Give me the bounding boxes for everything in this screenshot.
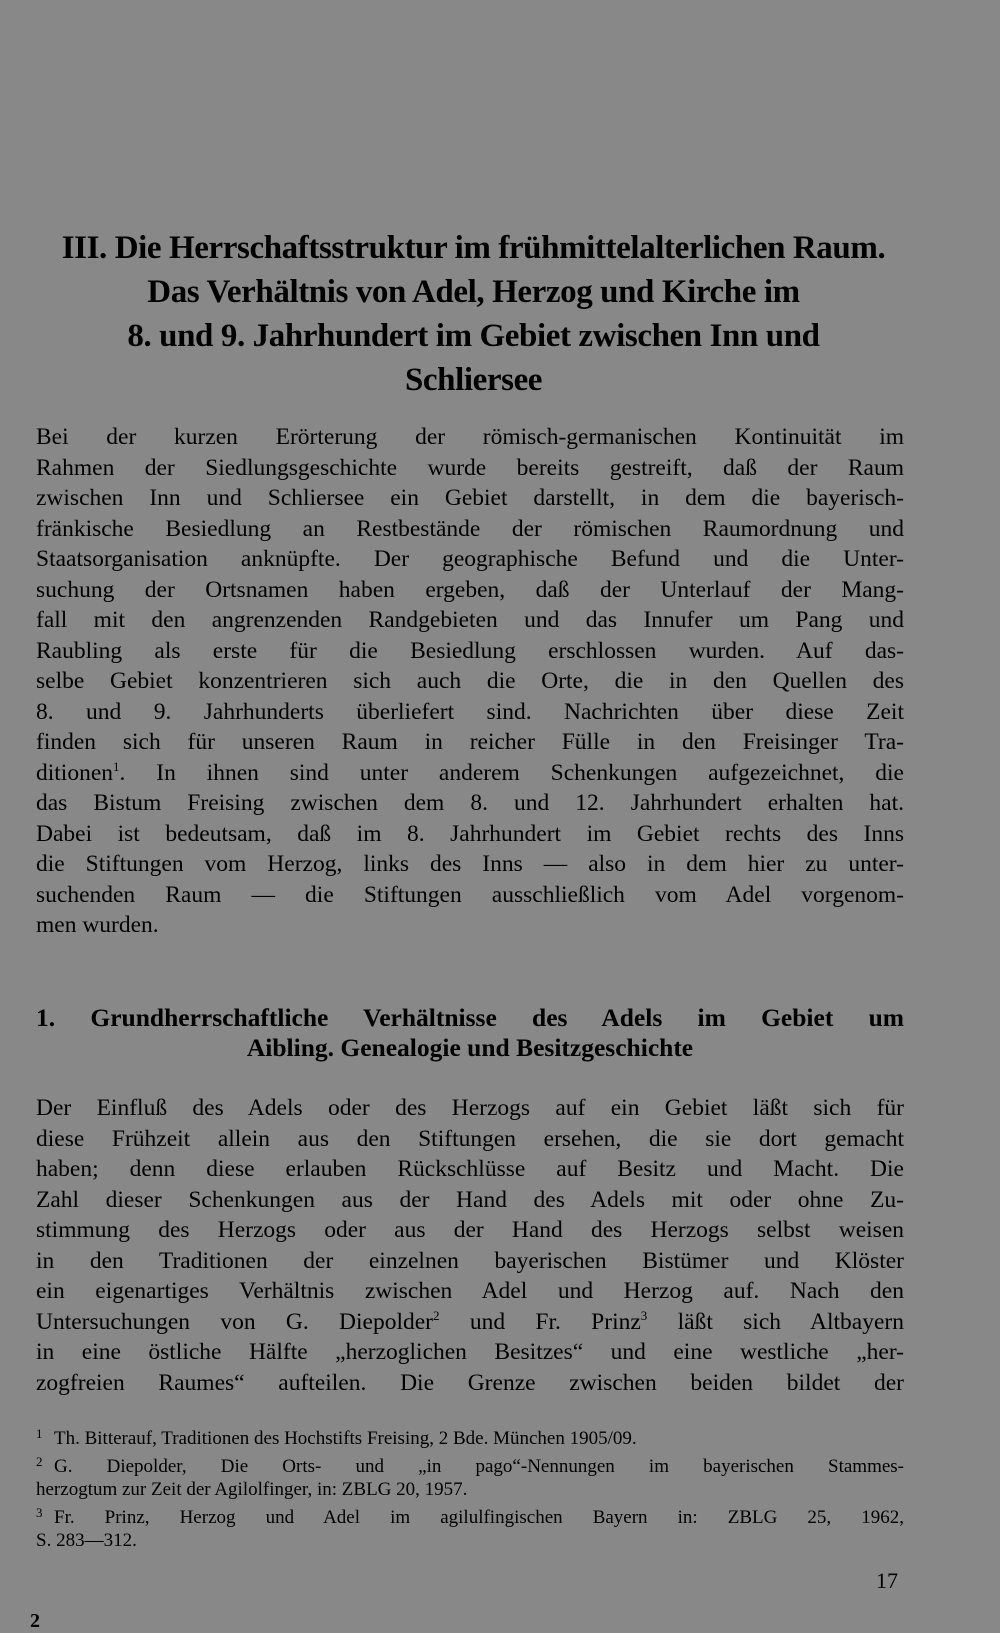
text-fragment: . In ihnen sind unter anderem Schenkungen aufgezeichnet, die bbox=[119, 759, 904, 786]
text-line: in eine östliche Hälfte „herzoglichen Besitzes“ und eine westliche „her- bbox=[36, 1339, 904, 1365]
text-line: zogfreien Raumes“ aufteilen. Die Grenze zwischen beiden bildet der bbox=[36, 1369, 904, 1396]
footnotes bbox=[36, 1422, 904, 1552]
footnote-3-continued: S. 283—312. bbox=[36, 1530, 137, 1551]
signature-mark: 2 bbox=[30, 1610, 40, 1632]
footnote-number: 1 bbox=[36, 1426, 43, 1441]
chapter-title-line: 8. und 9. Jahrhundert im Gebiet zwischen Inn und bbox=[127, 318, 820, 354]
footnote-2-continued: herzogtum zur Zeit der Agilolfinger, in: ZBLG 20, 1957. bbox=[36, 1479, 468, 1500]
text-line: fränkische Besiedlung an Restbestände der römischen Raumordnung und bbox=[36, 515, 904, 542]
body-paragraph-1 bbox=[36, 422, 904, 941]
text-fragment: ditionen bbox=[36, 759, 114, 786]
section-heading-line: Aibling. Genealogie und Besitzgeschichte bbox=[246, 1033, 694, 1062]
text-line: das Bistum Freising zwischen dem 8. und 12. Jahrhundert erhalten hat. bbox=[36, 790, 904, 816]
text-line bbox=[36, 758, 904, 789]
footnote-ref: 1 bbox=[113, 758, 120, 774]
chapter-title bbox=[36, 226, 911, 402]
section-heading-line: 1. Grundherrschaftliche Verhältnisse des Adels im Gebiet um bbox=[36, 1003, 904, 1032]
body-paragraph-2 bbox=[36, 1093, 904, 1398]
text-line: in den Traditionen der einzelnen bayerischen Bistümer und Klöster bbox=[36, 1247, 904, 1274]
page-number: 17 bbox=[876, 1568, 898, 1593]
section-heading bbox=[36, 1003, 904, 1063]
text-line: fall mit den angrenzenden Randgebieten und das Innufer um Pang und bbox=[36, 607, 904, 633]
text-line: Der Einfluß des Adels oder des Herzogs auf ein Gebiet läßt sich für bbox=[36, 1095, 904, 1121]
text-line: stimmung des Herzogs oder aus der Hand des Herzogs selbst weisen bbox=[36, 1217, 904, 1243]
text-line: diese Frühzeit allein aus den Stiftungen ersehen, die sie dort gemacht bbox=[36, 1125, 904, 1152]
footnote-ref: 3 bbox=[640, 1307, 648, 1323]
text-line: selbe Gebiet konzentrieren sich auch die Orte, die in den Quellen des bbox=[36, 668, 904, 694]
text-line: Bei der kurzen Erörterung der römisch-germanischen Kontinuität im bbox=[36, 424, 904, 450]
text-line bbox=[36, 1307, 904, 1338]
text-line: finden sich für unseren Raum in reicher Fülle in den Freisinger Tra- bbox=[36, 729, 904, 755]
footnote-1 bbox=[36, 1422, 904, 1450]
footnote-text: G. Diepolder, Die Orts- und „in pago“-Nennungen im bayerischen Stammes- bbox=[54, 1456, 904, 1477]
text-line: Raubling als erste für die Besiedlung erschlossen wurden. Auf das- bbox=[36, 637, 904, 664]
text-line: ein eigenartiges Verhältnis zwischen Adel und Herzog auf. Nach den bbox=[36, 1278, 904, 1304]
text-line: die Stiftungen vom Herzog, links des Inns — also in dem hier zu unter- bbox=[36, 851, 904, 877]
chapter-title-line: III. Die Herrschaftsstruktur im frühmittelalterlichen Raum. bbox=[61, 230, 886, 266]
text-line: haben; denn diese erlauben Rückschlüsse auf Besitz und Macht. Die bbox=[36, 1156, 904, 1182]
footnote-number: 3 bbox=[36, 1505, 43, 1520]
text-line: 8. und 9. Jahrhunderts überliefert sind. Nachrichten über diese Zeit bbox=[36, 698, 904, 725]
text-line: men wurden. bbox=[36, 912, 159, 938]
chapter-title-line: Das Verhältnis von Adel, Herzog und Kirche im bbox=[147, 274, 800, 310]
text-fragment: und Fr. Prinz bbox=[439, 1308, 641, 1335]
footnote-3 bbox=[36, 1501, 904, 1529]
footnote-2 bbox=[36, 1450, 904, 1478]
footnote-ref: 2 bbox=[433, 1307, 440, 1323]
text-fragment: Untersuchungen von G. Diepolder bbox=[36, 1308, 434, 1335]
text-line: Zahl dieser Schenkungen aus der Hand des Adels mit oder ohne Zu- bbox=[36, 1186, 904, 1213]
text-line: Dabei ist bedeutsam, daß im 8. Jahrhundert im Gebiet rechts des Inns bbox=[36, 820, 904, 847]
text-line: suchenden Raum — die Stiftungen ausschließlich vom Adel vorgenom- bbox=[36, 881, 904, 908]
text-line: Rahmen der Siedlungsgeschichte wurde bereits gestreift, daß der Raum bbox=[36, 454, 904, 481]
footnote-number: 2 bbox=[36, 1454, 43, 1469]
text-line: Staatsorganisation anknüpfte. Der geographische Befund und die Unter- bbox=[36, 546, 904, 572]
chapter-title-line: Schliersee bbox=[404, 362, 543, 398]
footnote-text: Th. Bitterauf, Traditionen des Hochstifts Freising, 2 Bde. München 1905/09. bbox=[54, 1428, 637, 1449]
text-fragment: läßt sich Altbayern bbox=[647, 1308, 904, 1335]
text-line: zwischen Inn und Schliersee ein Gebiet darstellt, in dem die bayerisch- bbox=[36, 485, 904, 511]
footnote-text: Fr. Prinz, Herzog und Adel im agilulfingischen Bayern in: ZBLG 25, 1962, bbox=[54, 1507, 904, 1528]
text-line: suchung der Ortsnamen haben ergeben, daß der Unterlauf der Mang- bbox=[36, 576, 904, 603]
